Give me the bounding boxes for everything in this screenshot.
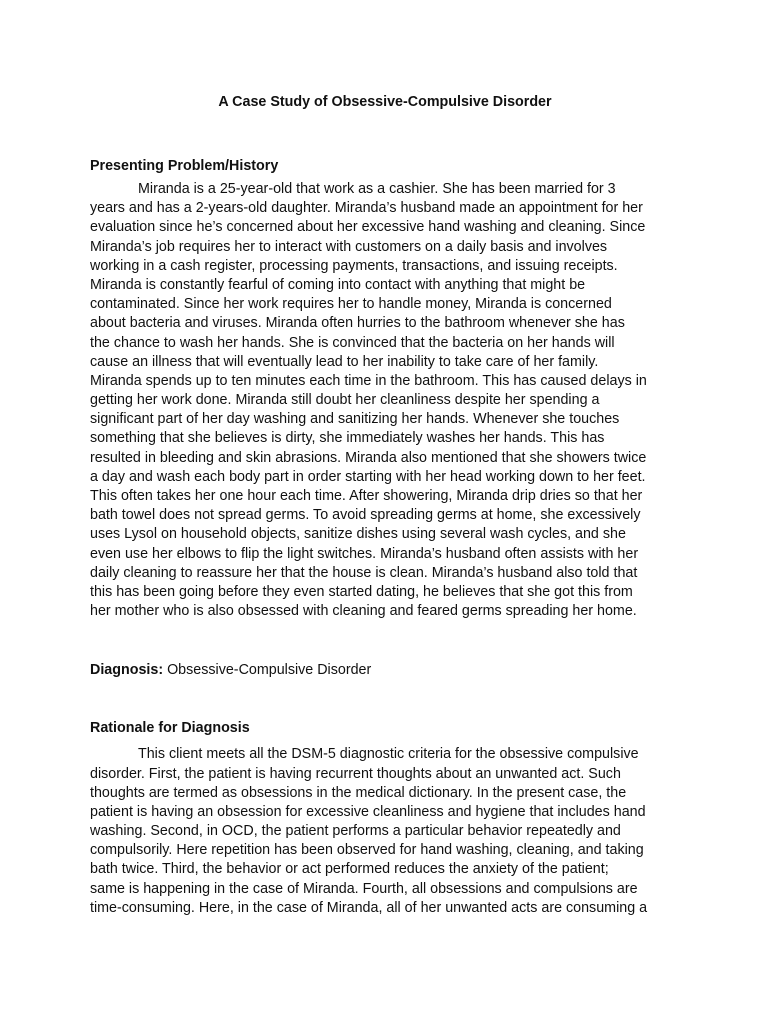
paragraph-line: Miranda spends up to ten minutes each time in the bathroom. This has caused delays in [90, 372, 647, 389]
presenting-problem-paragraph [90, 180, 680, 621]
rationale-paragraph [90, 745, 680, 918]
paragraph-line: Miranda is constantly fearful of coming into contact with anything that might be [90, 276, 586, 293]
diagnosis-label: Diagnosis: [90, 662, 164, 679]
paragraph-line: This often takes her one hour each time. After showering, Miranda drip dries so that her [90, 488, 643, 504]
spacer [90, 114, 680, 155]
document-title: A Case Study of Obsessive-Compulsive Disorder [218, 94, 552, 110]
paragraph-line: contaminated. Since her work requires her to handle money, Miranda is concerned [90, 296, 612, 313]
paragraph-line: same is happening in the case of Miranda. Fourth, all obsessions and compulsions are [90, 880, 638, 897]
paragraph-line: This client meets all the DSM-5 diagnostic criteria for the obsessive compulsive [138, 746, 639, 763]
paragraph-line: her mother who is also obsessed with cleaning and feared germs spreading her home. [90, 603, 637, 620]
presenting-problem-heading: Presenting Problem/History [90, 158, 279, 174]
spacer [90, 681, 680, 717]
paragraph-line: getting her work done. Miranda still doubt her cleanliness despite her spending a [90, 392, 600, 409]
paragraph-line: disorder. First, the patient is having recurrent thoughts about an unwanted act. Such [90, 765, 621, 782]
paragraph-line: about bacteria and viruses. Miranda often hurries to the bathroom whenever she has [90, 315, 625, 332]
paragraph-line: patient is having an obsession for excessive cleanliness and hygiene that includes hand [90, 803, 646, 820]
paragraph-line: this has been going before they even started dating, he believes that she got this from [90, 583, 633, 600]
paragraph-line: daily cleaning to reassure her that the house is clean. Miranda’s husband also told that [90, 564, 638, 581]
paragraph-line: even use her elbows to flip the light switches. Miranda’s husband often assists with her [90, 545, 639, 562]
paragraph-line: resulted in bleeding and skin abrasions. Miranda also mentioned that she showers twice [90, 449, 647, 466]
paragraph-line: evaluation since he’s concerned about her excessive hand washing and cleaning. Since [90, 219, 646, 236]
paragraph-line: Miranda is a 25-year-old that work as a cashier. She has been married for 3 [138, 181, 616, 197]
diagnosis-line [90, 659, 680, 681]
paragraph-line: washing. Second, in OCD, the patient performs a particular behavior repeatedly and [90, 823, 621, 840]
paragraph-line: bath twice. Third, the behavior or act performed reduces the anxiety of the patient; [90, 861, 609, 878]
spacer [90, 621, 680, 659]
diagnosis-value: Obsessive-Compulsive Disorder [163, 662, 372, 679]
paragraph-line: a day and wash each body part in order starting with her head working down to her feet. [90, 468, 646, 485]
document-content [90, 90, 680, 918]
paragraph-line: significant part of her day washing and sanitizing her hands. Whenever she touches [90, 411, 620, 428]
paragraph-line: working in a cash register, processing payments, transactions, and issuing receipts. [90, 257, 618, 274]
paragraph-line: something that she believes is dirty, she immediately washes her hands. This has [90, 430, 605, 447]
paragraph-line: cause an illness that will eventually lead to her inability to take care of her family. [90, 353, 599, 370]
paragraph-line: bath towel does not spread germs. To avoid spreading germs at home, she excessively [90, 507, 641, 524]
paragraph-line: compulsorily. Here repetition has been observed for hand washing, cleaning, and taking [90, 842, 644, 859]
paragraph-line: thoughts are termed as obsessions in the medical dictionary. In the present case, the [90, 784, 627, 801]
paragraph-line: uses Lysol on household objects, sanitize dishes using several wash cycles, and she [90, 526, 626, 543]
paragraph-line: Miranda’s job requires her to interact with customers on a daily basis and involves [90, 238, 608, 255]
paragraph-line: years and has a 2-years-old daughter. Miranda’s husband made an appointment for her [90, 200, 643, 217]
rationale-heading: Rationale for Diagnosis [90, 720, 250, 737]
paragraph-line: time-consuming. Here, in the case of Miranda, all of her unwanted acts are consuming a [90, 899, 648, 916]
paragraph-line: the chance to wash her hands. She is convinced that the bacteria on her hands will [90, 334, 615, 351]
